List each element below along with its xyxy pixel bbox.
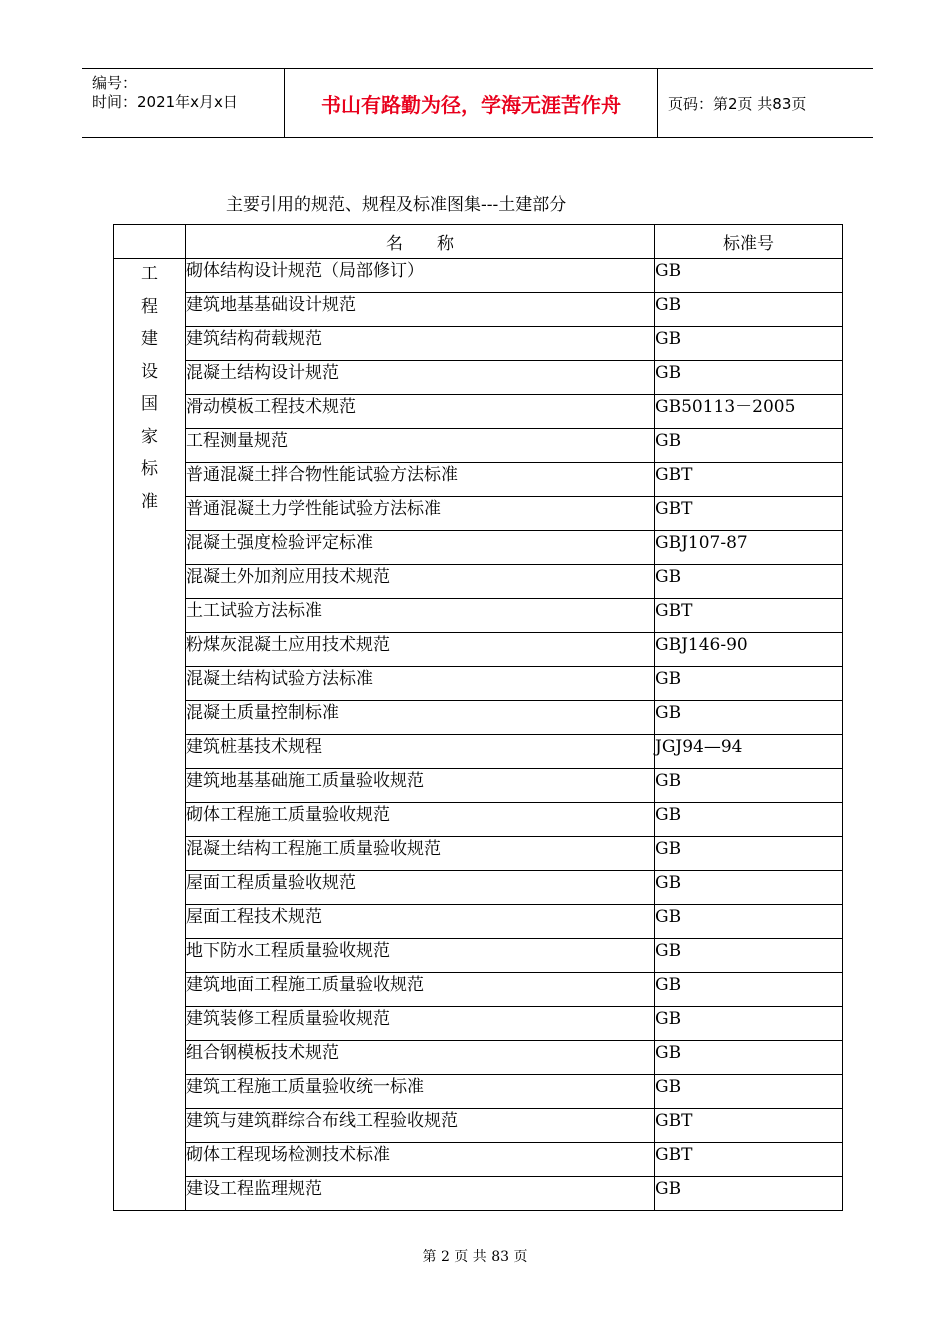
table-row	[114, 361, 843, 395]
standard-name: 建筑与建筑群综合布线工程验收规范	[186, 1109, 655, 1143]
standard-code: JGJ94—94	[655, 735, 843, 769]
table-row	[114, 463, 843, 497]
standard-name: 粉煤灰混凝土应用技术规范	[186, 633, 655, 667]
table-row	[114, 565, 843, 599]
table-row	[114, 905, 843, 939]
standard-name: 建筑地基基础施工质量验收规范	[186, 769, 655, 803]
standard-code: GB	[655, 1075, 843, 1109]
standard-code: GB	[655, 1007, 843, 1041]
table-row	[114, 1007, 843, 1041]
header-code-cell: 标准号	[655, 225, 843, 259]
standard-code: GB	[655, 973, 843, 1007]
table-header-row	[114, 225, 843, 259]
standard-name: 建筑地基基础设计规范	[186, 293, 655, 327]
standard-code: GB	[655, 429, 843, 463]
standard-name: 混凝土结构工程施工质量验收规范	[186, 837, 655, 871]
table-row	[114, 837, 843, 871]
page-header	[82, 68, 873, 138]
standard-code: GB50113－2005	[655, 395, 843, 429]
header-meta	[82, 69, 284, 137]
standard-code: GB	[655, 905, 843, 939]
standard-name: 砌体工程施工质量验收规范	[186, 803, 655, 837]
table-row	[114, 1177, 843, 1211]
table-row	[114, 1109, 843, 1143]
standard-code: GBJ107-87	[655, 531, 843, 565]
standard-code: GB	[655, 667, 843, 701]
page-footer: 第 2 页 共 83 页	[422, 1249, 528, 1265]
category-char: 国	[141, 394, 158, 414]
table-row	[114, 1075, 843, 1109]
standard-name: 土工试验方法标准	[186, 599, 655, 633]
category-char: 程	[141, 296, 158, 317]
standard-name: 建筑地面工程施工质量验收规范	[186, 973, 655, 1007]
standard-name: 组合钢模板技术规范	[186, 1041, 655, 1075]
standard-code: GB	[655, 327, 843, 361]
standard-name: 屋面工程技术规范	[186, 905, 655, 939]
category-cell	[114, 259, 186, 1211]
table-row	[114, 633, 843, 667]
header-motto: 书山有路勤为径，学海无涯苦作舟	[321, 92, 621, 117]
table-row	[114, 667, 843, 701]
table-row	[114, 1041, 843, 1075]
header-category-cell	[114, 225, 186, 259]
standard-name: 混凝土结构设计规范	[186, 361, 655, 395]
table-row	[114, 973, 843, 1007]
standard-name: 建筑结构荷载规范	[186, 327, 655, 361]
standard-name: 建设工程监理规范	[186, 1177, 655, 1211]
standard-code: GB	[655, 565, 843, 599]
category-char: 建	[141, 329, 158, 349]
standard-code: GB	[655, 259, 843, 293]
standard-name: 建筑装修工程质量验收规范	[186, 1007, 655, 1041]
category-char: 工	[141, 264, 158, 284]
category-char: 标	[141, 459, 158, 479]
standard-name: 混凝土结构试验方法标准	[186, 667, 655, 701]
standard-code: GBT	[655, 497, 843, 531]
table-row	[114, 871, 843, 905]
standard-code: GB	[655, 293, 843, 327]
standard-code: GBJ146-90	[655, 633, 843, 667]
table-row	[114, 531, 843, 565]
table-row	[114, 293, 843, 327]
standard-name: 滑动模板工程技术规范	[186, 395, 655, 429]
standard-code: GB	[655, 871, 843, 905]
table-row	[114, 769, 843, 803]
standard-code: GB	[655, 939, 843, 973]
table-row	[114, 259, 843, 293]
table-row	[114, 327, 843, 361]
table-row	[114, 939, 843, 973]
standard-name: 屋面工程质量验收规范	[186, 871, 655, 905]
table-row	[114, 395, 843, 429]
table-row	[114, 735, 843, 769]
standard-code: GBT	[655, 599, 843, 633]
category-label	[114, 259, 185, 521]
standard-code: GB	[655, 701, 843, 735]
table-row	[114, 429, 843, 463]
standard-name: 砌体工程现场检测技术标准	[186, 1143, 655, 1177]
table-row	[114, 1143, 843, 1177]
standard-name: 工程测量规范	[186, 429, 655, 463]
time-label: 时间：2021年x月x日	[92, 93, 238, 111]
standard-code: GB	[655, 803, 843, 837]
standard-name: 混凝土强度检验评定标准	[186, 531, 655, 565]
standard-name: 普通混凝土拌合物性能试验方法标准	[186, 463, 655, 497]
standard-name: 建筑工程施工质量验收统一标准	[186, 1075, 655, 1109]
standard-code: GBT	[655, 1143, 843, 1177]
standard-name: 建筑桩基技术规程	[186, 735, 655, 769]
standard-name: 地下防水工程质量验收规范	[186, 939, 655, 973]
number-label: 编号：	[92, 74, 138, 92]
standard-name: 砌体结构设计规范（局部修订）	[186, 259, 655, 293]
header-page-info: 页码：第2页 共83页	[668, 94, 807, 113]
standard-name: 混凝土外加剂应用技术规范	[186, 565, 655, 599]
standard-code: GB	[655, 1041, 843, 1075]
standard-code: GB	[655, 837, 843, 871]
standard-name: 普通混凝土力学性能试验方法标准	[186, 497, 655, 531]
category-char: 家	[141, 426, 158, 447]
category-char: 设	[141, 361, 158, 382]
standards-table	[113, 224, 843, 1211]
table-row	[114, 701, 843, 735]
standard-code: GB	[655, 769, 843, 803]
document-title: 主要引用的规范、规程及标准图集---土建部分	[226, 195, 567, 215]
table-row	[114, 599, 843, 633]
header-divider	[657, 69, 658, 137]
table-row	[114, 497, 843, 531]
header-name-cell: 名 称	[186, 225, 655, 259]
standard-code: GB	[655, 1177, 843, 1211]
category-char: 准	[141, 491, 158, 512]
table-row	[114, 803, 843, 837]
standard-name: 混凝土质量控制标准	[186, 701, 655, 735]
standard-code: GBT	[655, 1109, 843, 1143]
standard-code: GB	[655, 361, 843, 395]
standard-code: GBT	[655, 463, 843, 497]
